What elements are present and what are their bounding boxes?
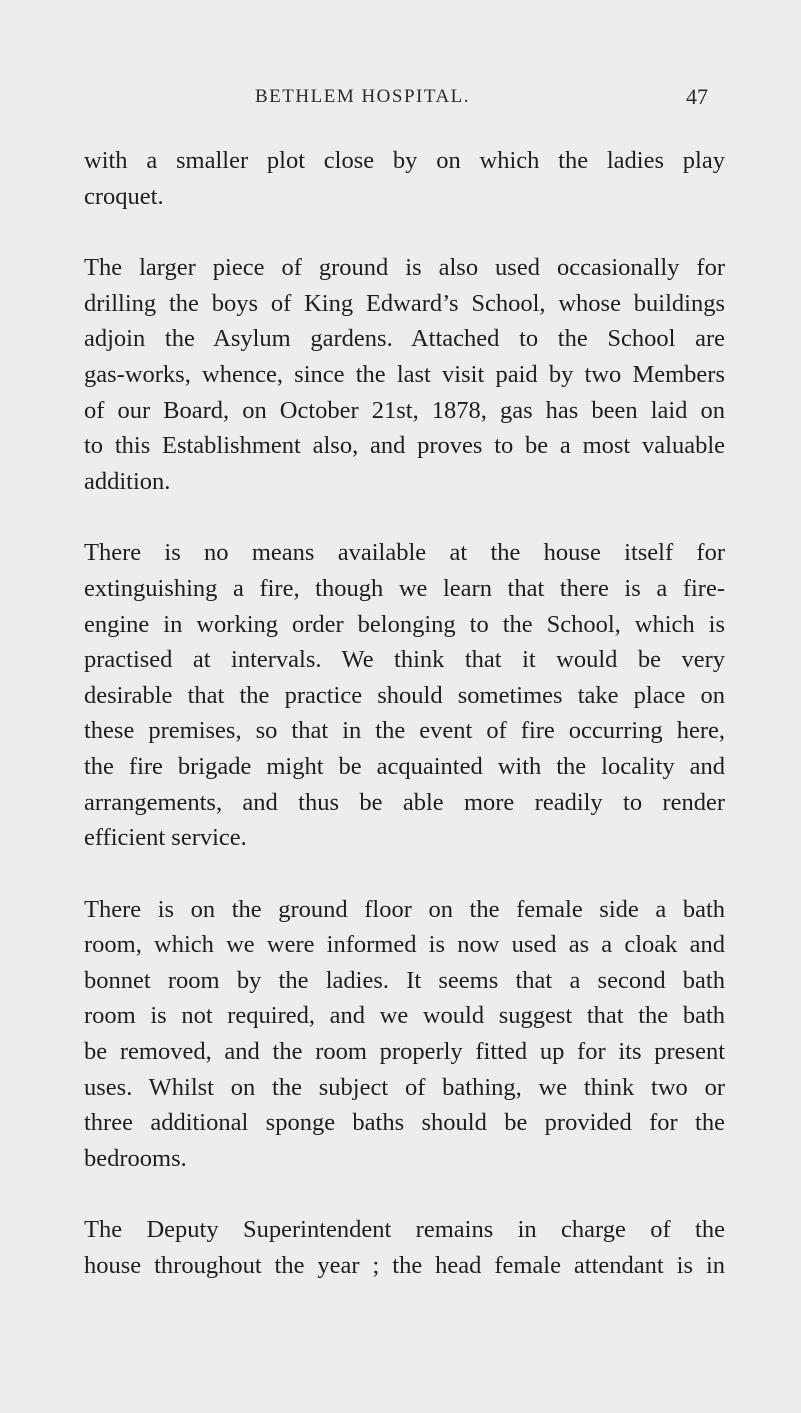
text-line: The Deputy Superintendent remains in charge of the [84,1216,725,1244]
text-line: There is no means available at the house itself for [84,539,725,567]
paragraph [84,535,725,855]
text-line: croquet. [84,182,164,210]
text-line: house throughout the year ; the head female attendant is in [84,1252,725,1280]
paragraph [84,143,725,214]
text-line: three additional sponge baths should be provided for the [84,1109,725,1137]
text-line: engine in working order belonging to the School, which is [84,610,725,638]
text-line: There is on the ground floor on the female side a bath [84,895,725,923]
text-line: addition. [84,467,171,495]
text-line: bedrooms. [84,1144,187,1172]
text-line: room is not required, and we would suggest that the bath [84,1002,725,1030]
text-line: these premises, so that in the event of fire occurring here, [84,717,725,745]
text-line: room, which we were informed is now used as a cloak and [84,931,725,959]
page-number: 47 [686,84,708,109]
running-title: BETHLEM HOSPITAL. [255,86,471,107]
paragraph [84,1212,725,1283]
text-line: desirable that the practice should sometimes take place on [84,681,725,709]
text-line: the fire brigade might be acquainted with the locality and [84,752,725,780]
text-line: extinguishing a fire, though we learn that there is a fire- [84,574,725,602]
text-line: of our Board, on October 21st, 1878, gas has been laid on [84,396,725,424]
paragraph [84,892,725,1177]
text-line: with a smaller plot close by on which the ladies play [84,147,725,174]
text-line: practised at intervals. We think that it would be very [84,646,725,674]
text-line: gas-works, whence, since the last visit paid by two Members [84,360,725,388]
text-line: adjoin the Asylum gardens. Attached to the School are [84,325,725,353]
body-text [84,143,725,1320]
text-line: uses. Whilst on the subject of bathing, we think two or [84,1073,725,1101]
text-line: arrangements, and thus be able more readily to render [84,788,725,816]
text-line: drilling the boys of King Edward’s School, whose buildings [84,289,725,317]
text-line: efficient service. [84,824,247,852]
text-line: be removed, and the room properly fitted up for its present [84,1038,725,1066]
text-line: to this Establishment also, and proves to be a most valuable [84,432,725,460]
paragraph [84,250,725,499]
text-line: bonnet room by the ladies. It seems that a second bath [84,966,725,994]
text-line: The larger piece of ground is also used occasionally for [84,254,725,282]
